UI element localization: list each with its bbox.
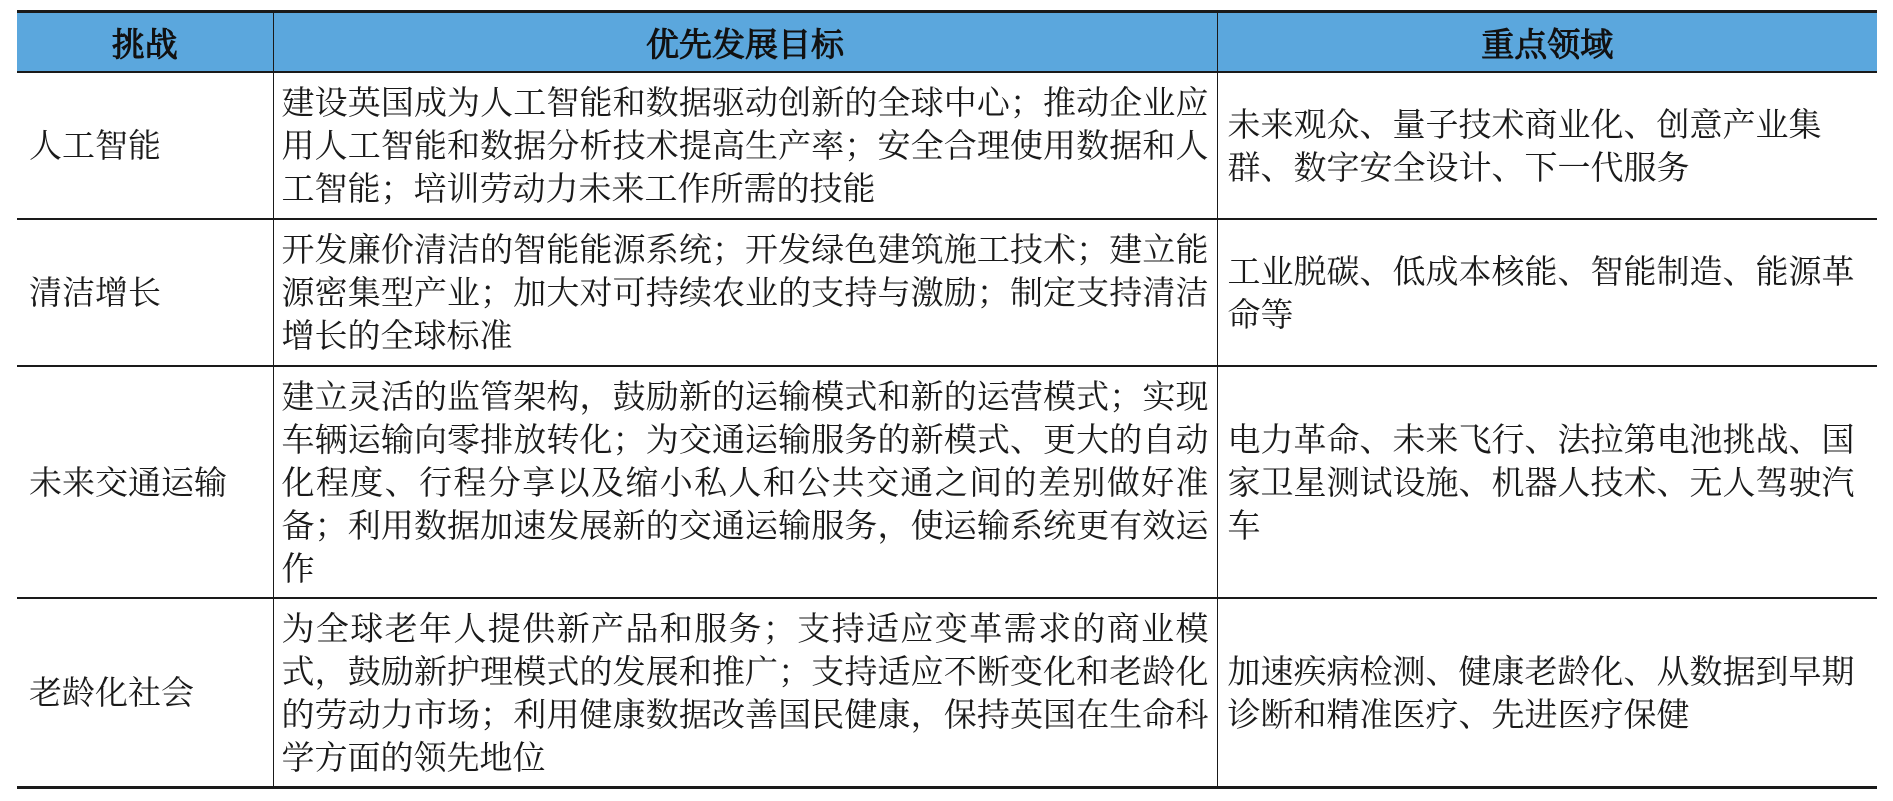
header-row — [17, 12, 1877, 73]
goals-cell: 开发廉价清洁的智能能源系统；开发绿色建筑施工技术；建立能源密集型产业；加大对可持续农业的支持与激励；制定支持清洁增长的全球标准 — [273, 219, 1217, 366]
goals-cell: 建设英国成为人工智能和数据驱动创新的全球中心；推动企业应用人工智能和数据分析技术提高生产率；安全合理使用数据和人工智能；培训劳动力未来工作所需的技能 — [273, 72, 1217, 219]
table-row — [17, 598, 1877, 788]
challenge-table-container — [17, 10, 1877, 789]
challenge-cell: 老龄化社会 — [17, 598, 273, 788]
header-priority-goals: 优先发展目标 — [273, 12, 1217, 73]
goals-cell: 建立灵活的监管架构，鼓励新的运输模式和新的运营模式；实现车辆运输向零排放转化；为交通运输服务的新模式、更大的自动化程度、行程分享以及缩小私人和公共交通之间的差别做好准备；利用数据加速发展新的交通运输服务，使运输系统更有效运作 — [273, 366, 1217, 598]
fields-cell: 加速疾病检测、健康老龄化、从数据到早期诊断和精准医疗、先进医疗保健 — [1217, 598, 1877, 788]
fields-cell: 未来观众、量子技术商业化、创意产业集群、数字安全设计、下一代服务 — [1217, 72, 1877, 219]
fields-cell: 电力革命、未来飞行、法拉第电池挑战、国家卫星测试设施、机器人技术、无人驾驶汽车 — [1217, 366, 1877, 598]
challenge-cell: 人工智能 — [17, 72, 273, 219]
goals-cell: 为全球老年人提供新产品和服务；支持适应变革需求的商业模式，鼓励新护理模式的发展和推广；支持适应不断变化和老龄化的劳动力市场；利用健康数据改善国民健康，保持英国在生命科学方面的领先地位 — [273, 598, 1217, 788]
header-challenge: 挑战 — [17, 12, 273, 73]
challenge-table — [17, 10, 1877, 789]
fields-cell: 工业脱碳、低成本核能、智能制造、能源革命等 — [1217, 219, 1877, 366]
header-key-fields: 重点领域 — [1217, 12, 1877, 73]
table-body — [17, 72, 1877, 788]
table-row — [17, 219, 1877, 366]
table-row — [17, 72, 1877, 219]
challenge-cell: 清洁增长 — [17, 219, 273, 366]
table-row — [17, 366, 1877, 598]
table-header — [17, 12, 1877, 73]
challenge-cell: 未来交通运输 — [17, 366, 273, 598]
